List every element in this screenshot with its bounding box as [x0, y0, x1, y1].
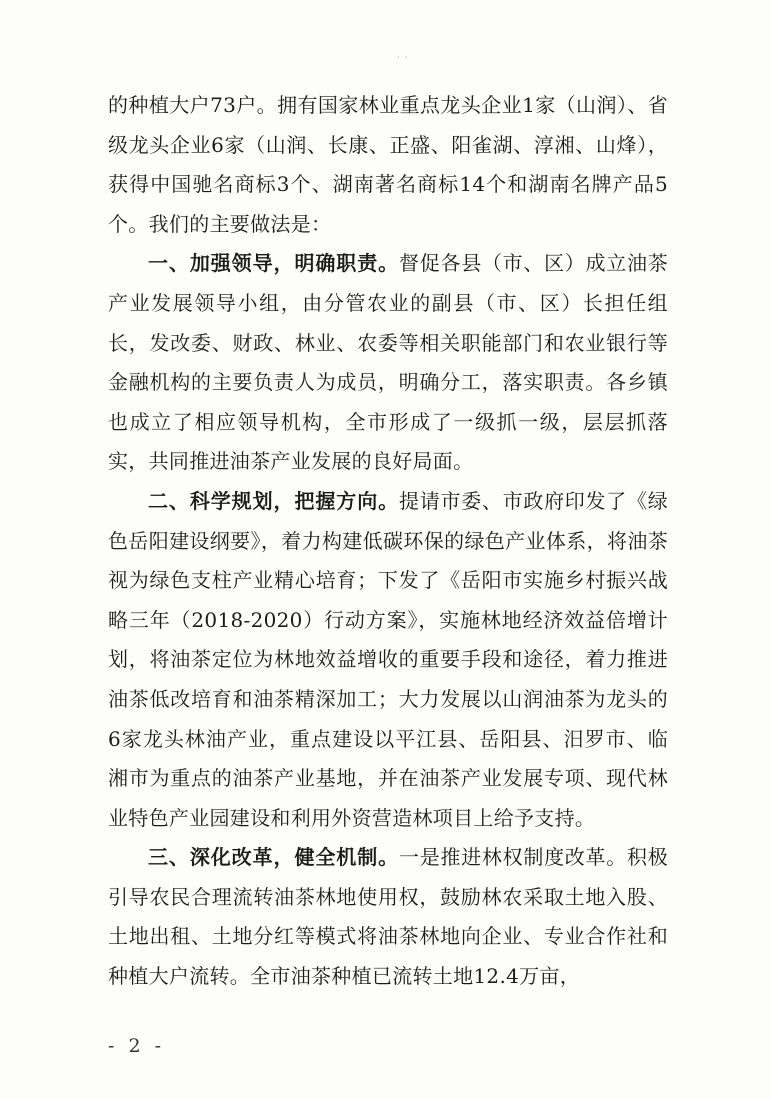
paragraph-text: 一是推进林权制度改革。积极引导农民合理流转油茶林地使用权，鼓励林农采取土地入股、土地出租、土地分红等模式将油茶林地向企业、专业合作社和种植大户流转。全市油茶种植已流转土地12.4万亩， — [108, 845, 668, 989]
paragraph-section-2 — [108, 482, 668, 838]
scan-speck: ˙ ˋ — [396, 56, 410, 67]
section-heading: 一、加强领导，明确职责。 — [148, 251, 400, 276]
document-body — [108, 86, 668, 997]
paragraph-text: 提请市委、市政府印发了《绿色岳阳建设纲要》，着力构建低碳环保的绿色产业体系，将油茶视为绿色支柱产业精心培育；下发了《岳阳市实施乡村振兴战略三年（2018-2020）行动方案》，实施林地经济效益倍增计划，将油茶定位为林地效益增收的重要手段和途径，着力推进油茶低改培育和油茶精深加工；大力发展以山润油茶为龙头的6家龙头林油产业，重点建设以平江县、岳阳县、汨罗市、临湘市为重点的油茶产业基地，并在油茶产业发展专项、现代林业特色产业园建设和利用外资营造林项目上给予支持。 — [108, 488, 668, 830]
paragraph-section-1 — [108, 244, 668, 482]
page-number: - 2 - — [108, 1035, 166, 1057]
section-heading: 三、深化改革，健全机制。 — [148, 845, 400, 870]
paragraph-section-3 — [108, 838, 668, 996]
paragraph-text: 督促各县（市、区）成立油茶产业发展领导小组，由分管农业的副县（市、区）长担任组长，发改委、财政、林业、农委等相关职能部门和农业银行等金融机构的主要负责人为成员，明确分工，落实职责。各乡镇也成立了相应领导机构，全市形成了一级抓一级，层层抓落实，共同推进油茶产业发展的良好局面。 — [108, 251, 668, 474]
section-heading: 二、科学规划，把握方向。 — [148, 488, 400, 513]
paragraph-text: 的种植大户73户。拥有国家林业重点龙头企业1家（山润）、省级龙头企业6家（山润、长康、正盛、阳雀湖、淳湘、山烽），获得中国驰名商标3个、湖南著名商标14个和湖南名牌产品5个。我们的主要做法是： — [108, 93, 668, 236]
paragraph-intro — [108, 86, 668, 244]
